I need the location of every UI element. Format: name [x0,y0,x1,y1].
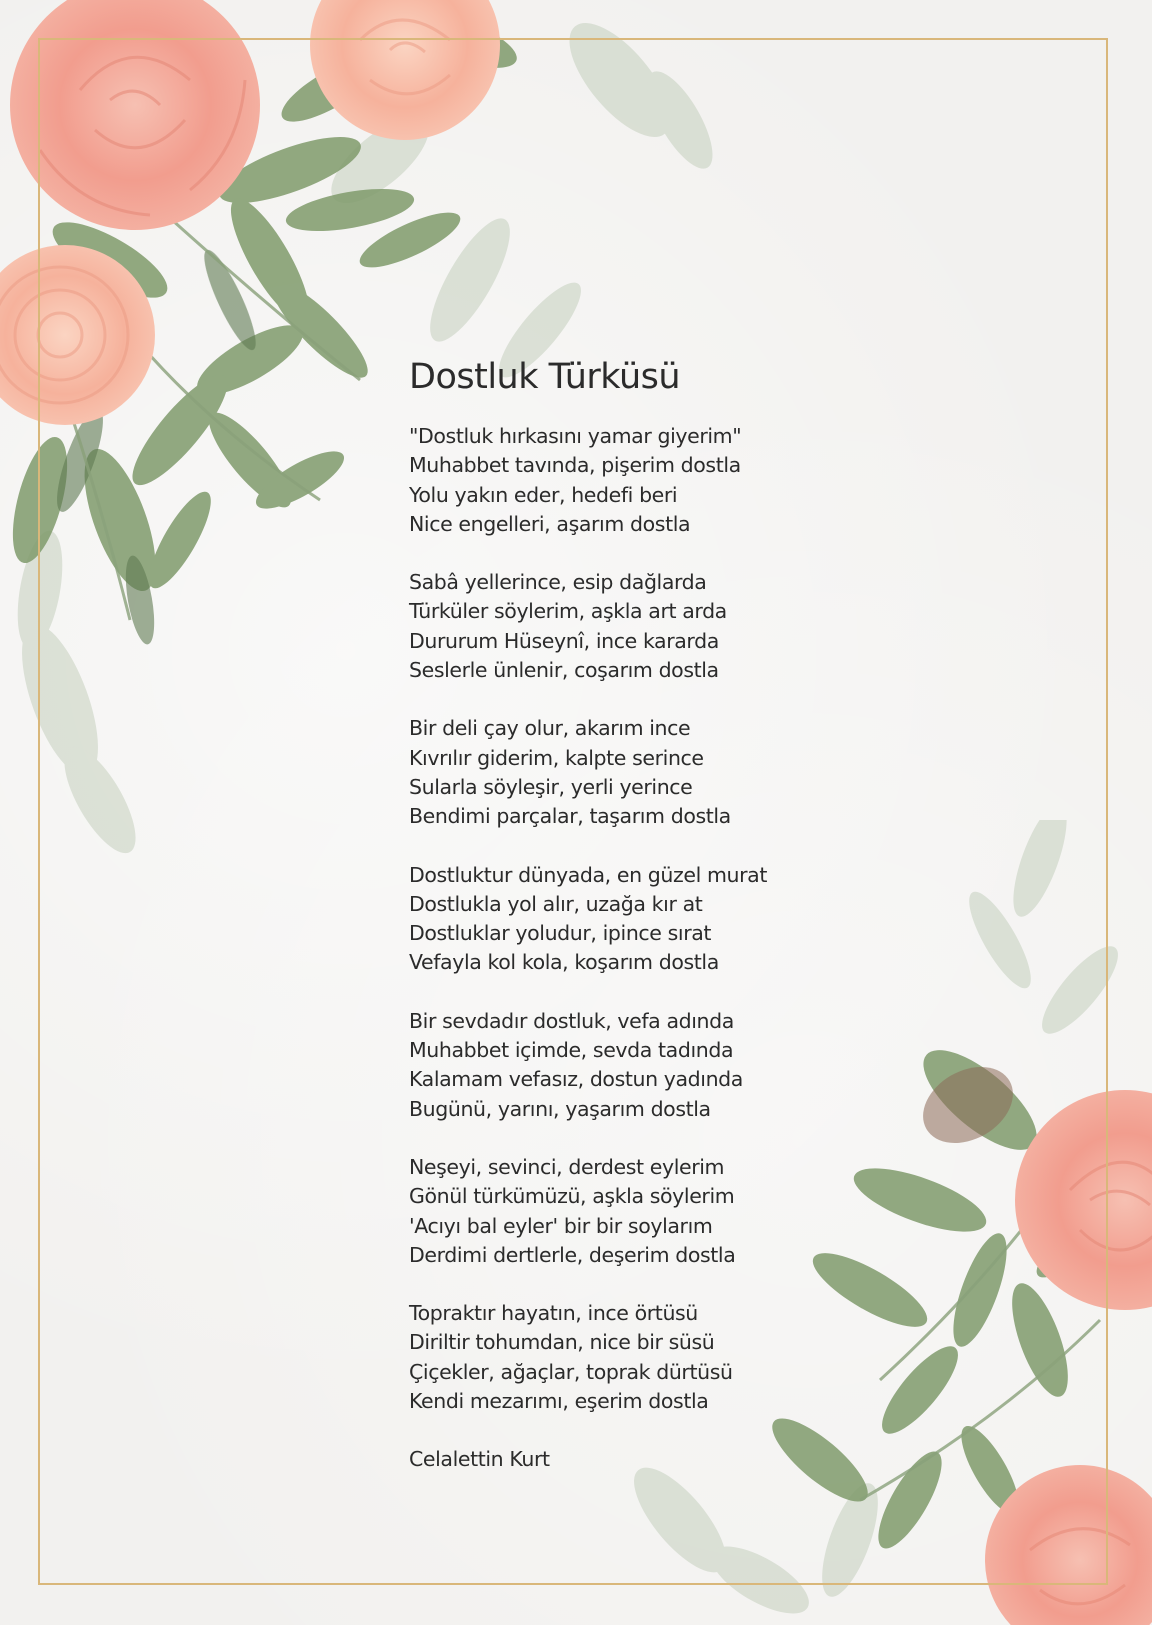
poem-line: Dostlukla yol alır, uzağa kır at [409,891,703,916]
stanza-7 [409,1299,1049,1416]
poem-line: Topraktır hayatın, ince örtüsü [409,1301,698,1326]
stanza-2 [409,568,1049,685]
poem-line: Sularla söyleşir, yerli yerince [409,774,693,799]
stanza-5 [409,1007,1049,1124]
poem-line: Sabâ yellerince, esip dağlarda [409,570,707,595]
stanza-4 [409,861,1049,978]
poem-line: 'Acıyı bal eyler' bir bir soylarım [409,1213,713,1238]
poem-line: Bir sevdadır dostluk, vefa adında [409,1008,734,1033]
poem-line: Seslerle ünlenir, coşarım dostla [409,658,719,683]
poem-line: Muhabbet tavında, pişerim dostla [409,453,741,478]
poem [409,352,1049,1474]
poem-line: Kalamam vefasız, dostun yadında [409,1067,743,1092]
poem-line: Bugünü, yarını, yaşarım dostla [409,1096,711,1121]
poem-line: Bir deli çay olur, akarım ince [409,716,691,741]
poem-line: Neşeyi, sevinci, derdest eylerim [409,1154,725,1179]
poem-line: Türküler söylerim, aşkla art arda [409,599,727,624]
poem-line: Yolu yakın eder, hedefi beri [409,482,678,507]
poem-line: Dostluklar yoludur, ipince sırat [409,921,712,946]
poem-line: Bendimi parçalar, taşarım dostla [409,804,731,829]
poem-line: Diriltir tohumdan, nice bir süsü [409,1330,715,1355]
poem-title: Dostluk Türküsü [409,357,681,397]
poem-line: Çiçekler, ağaçlar, toprak dürtüsü [409,1359,733,1384]
poem-line: Kendi mezarımı, eşerim dostla [409,1389,709,1414]
stanza-3 [409,714,1049,831]
poem-line: Nice engelleri, aşarım dostla [409,511,691,536]
poem-line: "Dostluk hırkasını yamar giyerim" [409,424,742,448]
stanza-6 [409,1153,1049,1270]
poem-line: Dururum Hüseynî, ince kararda [409,628,719,653]
poem-line: Muhabbet içimde, sevda tadında [409,1038,734,1063]
stanza-1 [409,422,1049,539]
poem-author: Celalettin Kurt [409,1447,550,1472]
poem-line: Dostluktur dünyada, en güzel murat [409,862,767,887]
poem-line: Vefayla kol kola, koşarım dostla [409,950,719,975]
poem-line: Kıvrılır giderim, kalpte serince [409,745,704,770]
poem-line: Gönül türkümüzü, aşkla söylerim [409,1184,735,1209]
poem-line: Derdimi dertlerle, deşerim dostla [409,1242,736,1267]
